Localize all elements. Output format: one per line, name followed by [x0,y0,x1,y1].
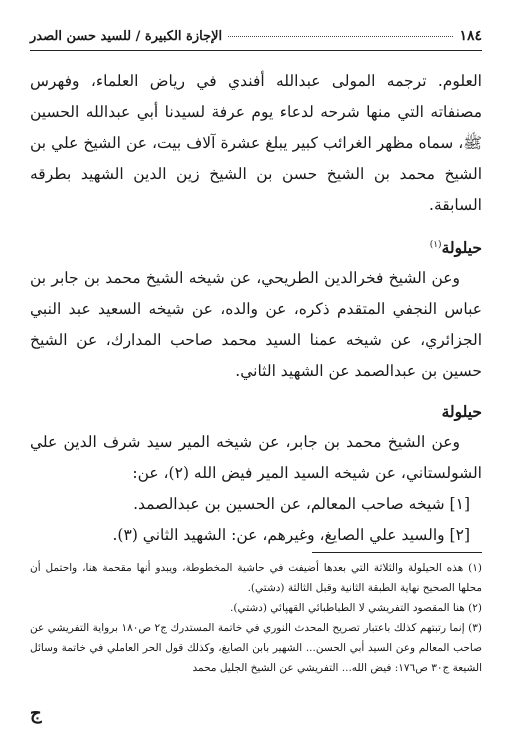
paragraph: وعن الشيخ محمد بن جابر، عن شيخه المير سيد شرف الدين علي الشولستاني، عن شيخه السيد المير فيض الله (٢)، عن: [30,433,482,483]
footnote-ref: (١) [429,240,442,250]
paragraph: وعن الشيخ فخرالدين الطريحي، عن شيخه الشيخ محمد بن جابر بن عباس النجفي المتقدم ذكره، عن والده، عن شيخه السعيد عبد النبي الجزائري، عن شيخه عمنا السيد محمد صاحب المدارك، عن الشيخ حسين بن عبدالصمد عن الشهيد الثاني. [30,269,482,381]
paragraph: العلوم. ترجمه المولى عبدالله أفندي في رياض العلماء، وفهرس مصنفاته التي منها شرحه لدعاء يوم عرفة لسيدنا أبي عبدالله الحسين ﷺ، سماه مظهر الغرائب كبير يبلغ عشرة آلاف بيت، عن الشيخ علي بن الشيخ محمد بن الشيخ حسن بن الشيخ زين الدين الشهيد بطرقه السابقة. [30,72,482,214]
footnote: (٢) هنا المقصود التفريشي لا الطباطبائي القهپائي (دشتي). [230,602,482,614]
main-text [30,66,482,551]
running-head [30,28,482,44]
footnote: (١) هذه الحيلولة والثلاثة التي بعدها أضيفت في حاشية المخطوطة، ويبدو أنها مقحمة هنا، واحتمل أن محلها الصحيح نهاية الطبقة الثانية وقبل الثالثة (دشتي). [30,562,482,594]
page-number: ١٨٤ [459,28,482,44]
section-heading [30,230,482,263]
section-heading: حيلولة [441,402,482,422]
footnotes [30,558,482,678]
dotted-leader [228,36,453,37]
header-rule [30,50,482,51]
list-item: [٢] والسيد علي الصايغ، وغيرهم، عن: الشهيد الثاني (٣). [112,526,470,545]
running-title: الإجازة الكبيرة / للسيد حسن الصدر [30,29,223,44]
footnote: (٣) إنما رتبتهم كذلك باعتبار تصريح المحدث النوري في خاتمة المستدرك ج٢ ص١٨٠ برواية التفريشي عن صاحب المعالم وعن السيد أبي الحسن... الشهير بابن الصايغ، وكذلك قول الحر العاملي في خاتمة وسائل الشيعة ج٣٠ ص١٧٦: فيض الله... التفريشي عن الشيخ الجليل محمد [30,622,482,674]
footnote-rule [312,552,482,553]
heading-text: حيلولة [441,238,482,258]
document-page [30,0,482,742]
catchword: ج [30,703,42,724]
list-item: [١] شيخه صاحب المعالم، عن الحسين بن عبدالصمد. [133,495,470,514]
